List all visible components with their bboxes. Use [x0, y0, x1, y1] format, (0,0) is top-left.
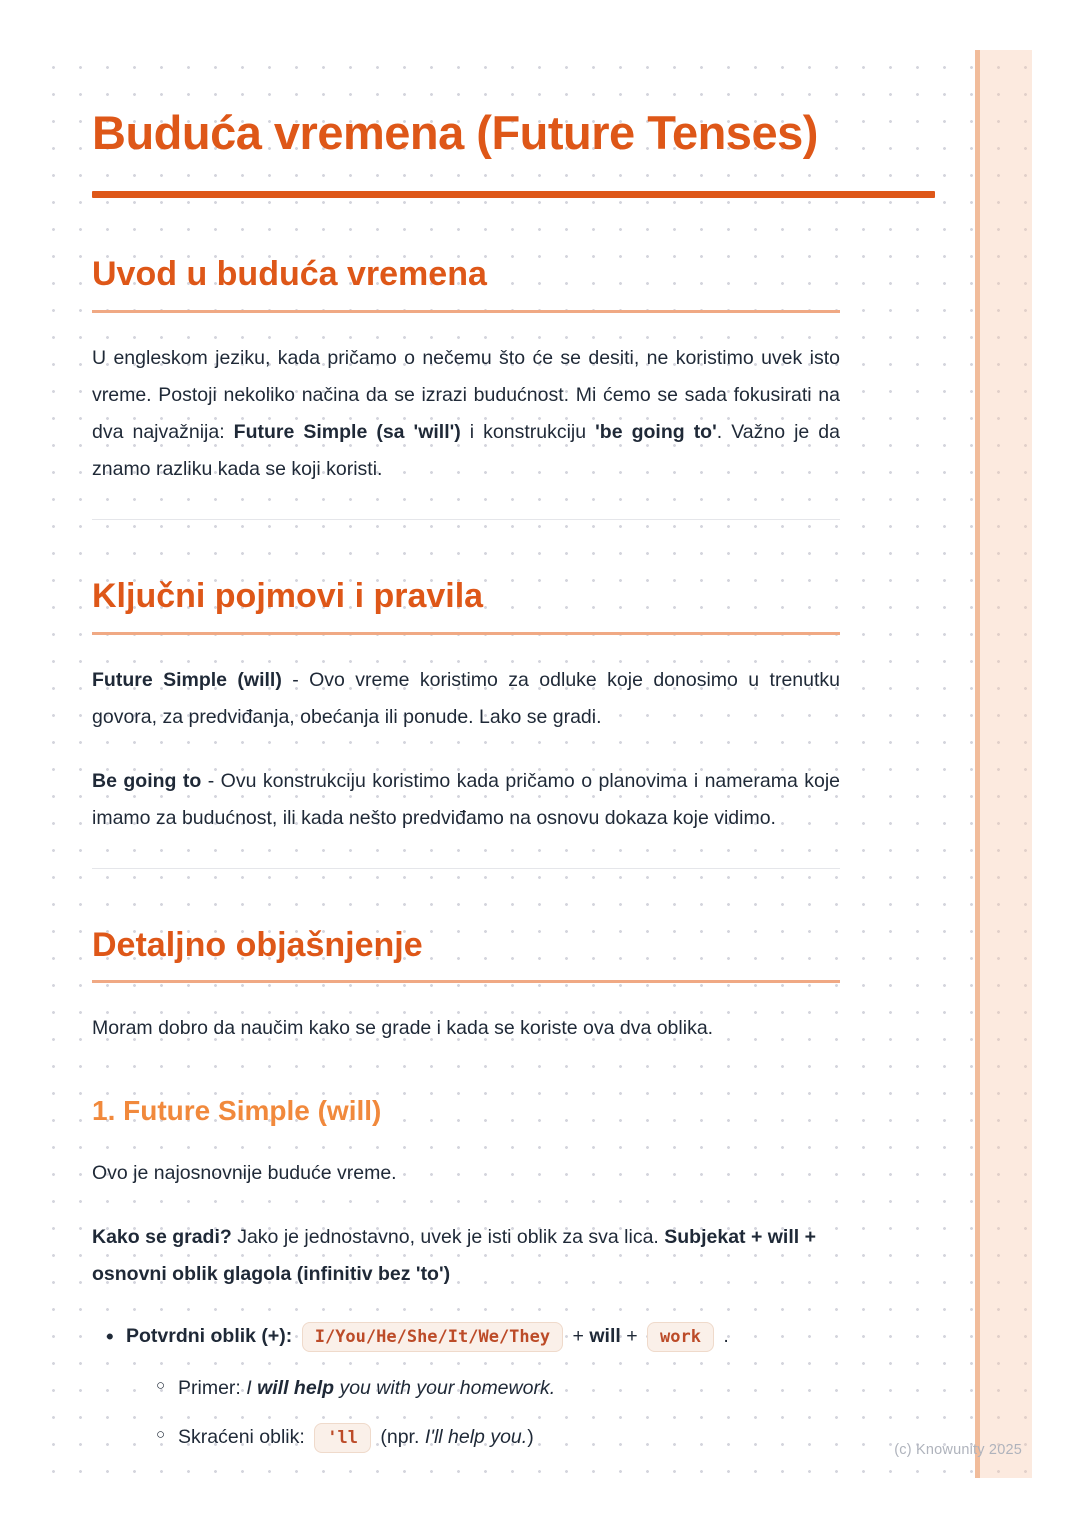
- text-segment: you with your homework.: [334, 1377, 556, 1400]
- list-item-short-form: [156, 1419, 840, 1457]
- text-segment: 'be going to': [595, 420, 717, 443]
- text-segment: .: [717, 1325, 729, 1348]
- heading-rule: [92, 980, 840, 983]
- page-content: [30, 102, 840, 1457]
- circle-marker: ○: [156, 1377, 166, 1395]
- title-rule: [92, 191, 935, 198]
- section-heading-intro: Uvod u buduća vremena: [92, 255, 487, 294]
- text-segment: I'll help you.: [424, 1426, 528, 1449]
- text-segment: Primer:: [178, 1377, 247, 1400]
- forms-list: [92, 1318, 840, 1457]
- details-paragraph: [92, 1010, 840, 1047]
- text-segment: will help: [257, 1377, 335, 1400]
- concepts-paragraph-2: [92, 763, 840, 837]
- section-intro: [92, 254, 840, 488]
- circle-marker: ○: [156, 1426, 166, 1444]
- inline-code-chip: I/You/He/She/It/We/They: [302, 1322, 563, 1352]
- section-heading-key-concepts: Ključni pojmovi i pravila: [92, 576, 484, 615]
- affirmative-form-text: [126, 1318, 840, 1356]
- section-divider: [92, 868, 840, 869]
- page-title: Buduća vremena (Future Tenses): [92, 106, 818, 159]
- text-segment: Potvrdni oblik (+):: [126, 1325, 298, 1348]
- text-segment: (npr.: [374, 1426, 425, 1449]
- text-segment: Be going to: [92, 769, 202, 792]
- text-segment: Future Simple (sa 'will'): [233, 420, 461, 443]
- short-form-text: [178, 1419, 840, 1457]
- text-segment: will: [589, 1325, 621, 1348]
- text-segment: Skraćeni oblik:: [178, 1426, 311, 1449]
- section-key-concepts: [92, 576, 840, 837]
- text-segment: i konstrukciju: [460, 420, 596, 443]
- section-detailed-explanation: [92, 925, 840, 1458]
- text-segment: ): [527, 1426, 534, 1449]
- text-segment: Moram dobro da naučim kako se grade i kada se koriste ova dva oblika.: [92, 1017, 714, 1040]
- text-segment: Future Simple (will): [92, 668, 282, 691]
- inline-code-chip: work: [647, 1322, 714, 1352]
- text-segment: Kako se gradi?: [92, 1226, 232, 1249]
- intro-paragraph: [92, 340, 840, 488]
- copyright-note: (c) Knowunity 2025: [894, 1442, 1022, 1458]
- list-item-affirmative: [106, 1318, 840, 1457]
- inline-code-chip: 'll: [314, 1423, 371, 1453]
- section-heading-detailed: Detaljno objašnjenje: [92, 925, 423, 964]
- future-simple-paragraph-2: [92, 1219, 840, 1293]
- text-segment: +: [620, 1325, 644, 1348]
- accent-band: [975, 50, 1032, 1478]
- text-segment: Jako je jednostavno, uvek je isti oblik za sva lica.: [231, 1226, 665, 1249]
- text-segment: - Ovo vreme koristimo za odluke koje donosimo u trenutku govora, za predviđanja, obećanja ili ponude. Lako se gradi.: [92, 668, 841, 728]
- text-segment: I: [246, 1377, 258, 1400]
- text-segment: Subjekat + will + osnovni oblik glagola (infinitiv bez 'to'): [92, 1226, 816, 1286]
- list-item-example: [156, 1370, 840, 1407]
- text-segment: - Ovu konstrukciju koristimo kada pričamo o planovima i namerama koje imamo za budućnost, ili kada nešto predviđamo na osnovu dokaza koje vidimo.: [92, 769, 841, 829]
- section-divider: [92, 519, 840, 520]
- future-simple-paragraph-1: [92, 1155, 840, 1192]
- text-segment: +: [567, 1325, 590, 1348]
- subsection-heading-future-simple: 1. Future Simple (will): [92, 1095, 382, 1127]
- example-text: [178, 1370, 840, 1407]
- heading-rule: [92, 632, 840, 635]
- forms-sublist: [126, 1370, 840, 1457]
- text-segment: U engleskom jeziku, kada pričamo o nečemu što će se desiti, ne koristimo uvek isto vreme. Postoji nekoliko načina da se izrazi budućnost. Mi ćemo se sada fokusirati na dva najvažnija:: [92, 346, 840, 443]
- heading-rule: [92, 310, 840, 313]
- bullet-marker: •: [106, 1324, 114, 1350]
- text-segment: . Važno je da znamo razliku kada se koji koristi.: [92, 420, 840, 480]
- concepts-paragraph-1: [92, 662, 840, 736]
- notes-page: [30, 50, 1032, 1478]
- text-segment: Ovo je najosnovnije buduće vreme.: [92, 1162, 397, 1185]
